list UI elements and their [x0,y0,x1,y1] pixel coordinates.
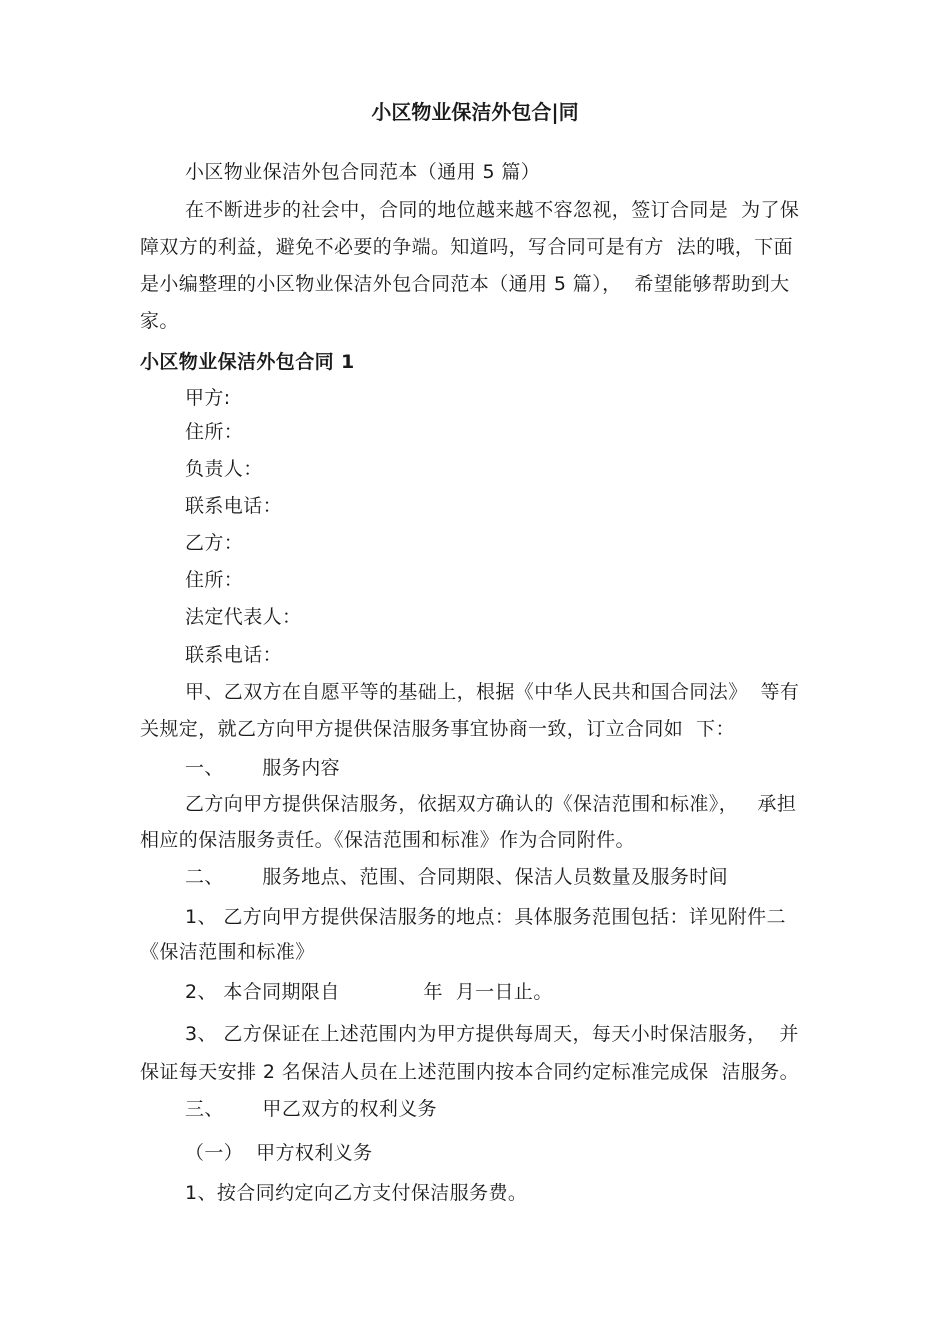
clause-3-line-1: 3、 乙方保证在上述范围内为甲方提供每周天，每天小时保洁服务， 并 [185,1023,799,1045]
article-1-line-1: 乙方向甲方提供保洁服务，依据双方确认的《保洁范围和标准》， 承担 [185,793,797,815]
clause-2: 2、 本合同期限自 年 月一日止。 [185,981,553,1003]
clause-1-line-1: 1、 乙方向甲方提供保洁服务的地点：具体服务范围包括：详见附件二 [185,906,786,928]
article-3-heading: 三、 甲乙双方的权利义务 [185,1098,438,1120]
document-subtitle: 小区物业保洁外包合同范本（通用 5 篇） [185,161,541,183]
party-a-responsible-field: 负责人： [185,458,263,480]
agreement-line-2: 关规定，就乙方向甲方提供保洁服务事宜协商一致，订立合同如 下： [140,718,735,740]
article-1-heading: 一、 服务内容 [185,757,341,779]
intro-line-3: 是小编整理的小区物业保洁外包合同范本（通用 5 篇）， 希望能够帮助到大 [140,273,790,295]
sub-item-1: 1、按合同约定向乙方支付保洁服务费。 [185,1182,528,1204]
intro-line-1: 在不断进步的社会中，合同的地位越来越不容忽视，签订合同是 为了保 [185,199,800,221]
intro-line-4: 家。 [140,310,179,332]
sub-heading-party-a-rights: （一） 甲方权利义务 [185,1142,373,1164]
party-b-field: 乙方： [185,532,244,554]
party-b-phone-field: 联系电话： [185,644,283,666]
party-a-phone-field: 联系电话： [185,495,283,517]
party-b-address-field: 住所： [185,569,244,591]
party-b-representative-field: 法定代表人： [185,606,302,628]
party-a-address-field: 住所： [185,421,244,443]
agreement-line-1: 甲、乙双方在自愿平等的基础上，根据《中华人民共和国合同法》 等有 [185,681,800,703]
document-title: 小区物业保洁外包合|同 [371,100,579,124]
clause-1-line-2: 《保洁范围和标准》 [140,941,315,963]
article-1-line-2: 相应的保洁服务责任。《保洁范围和标准》作为合同附件。 [140,829,635,851]
article-2-heading: 二、 服务地点、范围、合同期限、保洁人员数量及服务时间 [185,866,729,888]
section-title: 小区物业保洁外包合同 1 [140,351,355,373]
clause-3-line-2: 保证每天安排 2 名保洁人员在上述范围内按本合同约定标准完成保 洁服务。 [140,1061,800,1083]
intro-line-2: 障双方的利益，避免不必要的争端。知道吗，写合同可是有方 法的哦，下面 [140,236,794,258]
party-a-field: 甲方: [185,387,231,409]
